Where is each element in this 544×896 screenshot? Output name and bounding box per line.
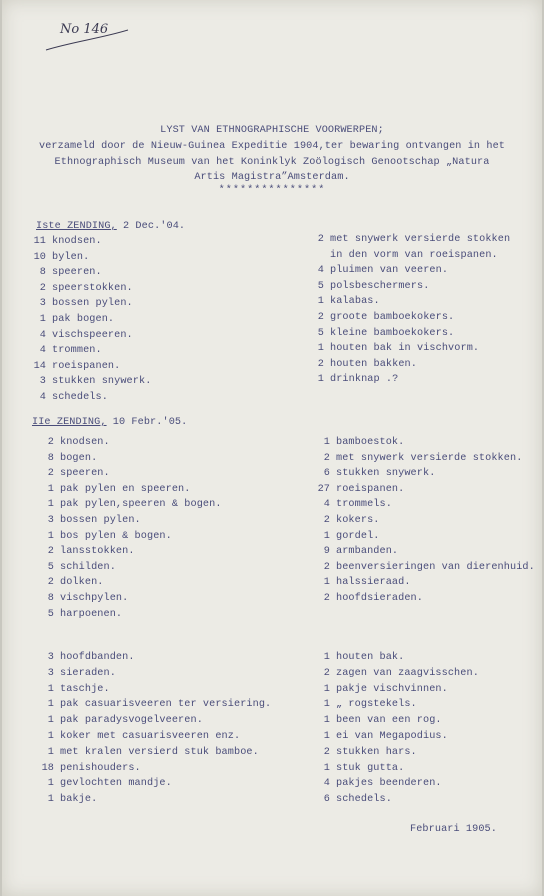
document-page	[2, 0, 542, 896]
item-description: speeren.	[60, 468, 110, 480]
item-description: zagen van zaagvisschen.	[336, 667, 479, 679]
list-item	[308, 453, 522, 464]
list-item	[22, 392, 108, 403]
list-item	[32, 609, 122, 620]
item-quantity: 11	[33, 236, 46, 247]
section2-heading	[32, 417, 187, 428]
subtitle-line-2: Ethnographisch Museum van het Koninklyk Zoölogisch Genootschap „Natura	[54, 157, 490, 168]
item-quantity: 1	[47, 683, 54, 695]
list-item	[308, 531, 380, 542]
list-item	[308, 652, 404, 663]
list-item	[22, 236, 102, 247]
item-quantity: 4	[323, 778, 330, 790]
list-item	[302, 250, 498, 261]
item-quantity: 5	[47, 561, 54, 573]
item-quantity: 1	[47, 731, 54, 742]
list-item	[32, 715, 203, 726]
item-quantity: 2	[39, 282, 46, 294]
item-quantity: 1	[323, 699, 330, 711]
item-quantity: 2	[323, 515, 330, 526]
item-description: pak pylen,speeren & bogen.	[60, 499, 222, 511]
list-item	[308, 437, 404, 448]
item-quantity: 1	[323, 731, 330, 742]
list-item	[22, 314, 114, 325]
item-quantity: 1	[47, 715, 54, 727]
item-quantity: 14	[33, 360, 46, 372]
subtitle-line-1: verzameld door de Nieuw-Guinea Expeditie 1904,ter bewaring ontvangen in het	[38, 141, 505, 152]
list-item	[302, 374, 398, 385]
item-quantity: 1	[47, 699, 54, 711]
item-description: groote bamboekokers.	[330, 312, 455, 323]
item-description: met snywerk versierde stokken	[330, 234, 511, 245]
item-quantity: 1	[317, 374, 324, 386]
list-item	[308, 668, 479, 679]
list-item	[32, 484, 190, 495]
item-quantity: 1	[47, 746, 54, 758]
item-quantity: 4	[317, 265, 324, 277]
item-description: penishouders.	[60, 762, 141, 774]
item-description: met snywerk versierde stokken.	[336, 452, 523, 464]
item-quantity: 1	[47, 794, 54, 806]
list-item	[22, 252, 89, 263]
item-quantity: 8	[47, 452, 54, 464]
item-description: pakje vischvinnen.	[336, 683, 448, 695]
item-quantity: 1	[317, 343, 324, 355]
list-item	[308, 562, 535, 573]
list-item	[22, 283, 133, 294]
item-description: roeispanen.	[336, 483, 405, 495]
item-description: polsbeschermers.	[330, 280, 430, 292]
list-item	[32, 731, 240, 742]
list-item	[308, 546, 398, 557]
item-description: roeispanen.	[52, 360, 121, 372]
item-description: pak casuarisveeren ter versiering.	[60, 699, 272, 711]
list-item	[32, 531, 172, 542]
item-description: houten bak.	[336, 652, 405, 663]
footer-date: Februari 1905.	[410, 824, 497, 835]
item-quantity: 8	[47, 593, 54, 604]
list-item	[302, 234, 510, 245]
section1-label: Iste ZENDING,	[36, 221, 117, 232]
item-description: harpoenen.	[60, 608, 123, 620]
list-item	[308, 715, 442, 726]
item-quantity: 1	[323, 437, 330, 448]
item-quantity: 3	[47, 652, 54, 663]
item-description: schedels.	[52, 392, 108, 403]
item-quantity: 1	[47, 499, 54, 511]
item-quantity: 1	[323, 683, 330, 695]
item-quantity: 6	[323, 468, 330, 480]
list-item	[22, 345, 102, 356]
item-quantity: 1	[323, 762, 330, 774]
item-quantity: 2	[317, 234, 324, 245]
item-description: in den vorm van roeispanen.	[330, 249, 498, 261]
list-item	[22, 330, 133, 341]
list-item	[22, 376, 151, 387]
item-description: hoofdbanden.	[60, 652, 135, 663]
list-item	[32, 593, 128, 604]
item-quantity: 2	[323, 561, 330, 573]
stars-divider: ***************	[218, 185, 326, 196]
list-item	[308, 515, 380, 526]
item-description: bamboestok.	[336, 437, 405, 448]
list-item	[32, 515, 141, 526]
item-description: kokers.	[336, 515, 380, 526]
list-item	[32, 468, 110, 479]
item-quantity: 2	[317, 312, 324, 323]
subtitle-line-3: Artis Magistra”Amsterdam.	[194, 172, 350, 183]
section1-heading	[36, 221, 185, 232]
item-quantity: 1	[323, 652, 330, 663]
list-item	[308, 763, 404, 774]
item-quantity: 2	[323, 452, 330, 464]
item-quantity: 1	[39, 314, 46, 325]
item-description: trommels.	[336, 499, 392, 511]
list-item	[302, 296, 380, 307]
list-item	[308, 747, 417, 758]
item-description: dolken.	[60, 577, 104, 589]
item-description: pluimen van veeren.	[330, 265, 449, 277]
item-quantity: 2	[47, 546, 54, 558]
item-quantity: 3	[39, 298, 46, 310]
item-quantity: 3	[47, 667, 54, 679]
list-item	[302, 328, 454, 339]
item-quantity: 10	[33, 251, 46, 263]
list-item	[308, 577, 411, 588]
list-item	[32, 652, 135, 663]
list-item	[32, 562, 116, 573]
item-quantity: 3	[39, 376, 46, 388]
list-item	[32, 794, 97, 805]
item-description: lansstokken.	[60, 546, 135, 558]
list-item	[22, 361, 120, 372]
list-item	[308, 684, 448, 695]
item-description: speeren.	[52, 267, 102, 279]
item-description: koker met casuarisveeren enz.	[60, 731, 241, 742]
item-quantity: 2	[47, 468, 54, 480]
item-description: knodsen.	[52, 236, 102, 247]
item-description: pak pylen en speeren.	[60, 483, 191, 495]
list-item	[32, 747, 259, 758]
list-item	[32, 668, 116, 679]
section2-date: 10 Febr.'05.	[112, 417, 188, 428]
item-description: gordel.	[336, 530, 380, 542]
item-quantity: 1	[323, 715, 330, 727]
section2-label: IIe ZENDING,	[32, 417, 107, 428]
item-description: stukken hars.	[336, 746, 417, 758]
item-description: taschje.	[60, 683, 110, 695]
item-quantity: 27	[317, 483, 330, 495]
item-description: been van een rog.	[336, 715, 442, 727]
item-description: bakje.	[60, 794, 98, 806]
item-quantity: 4	[323, 499, 330, 511]
list-item	[32, 453, 97, 464]
item-description: schilden.	[60, 561, 116, 573]
item-quantity: 4	[39, 329, 46, 341]
item-quantity: 2	[317, 358, 324, 370]
item-description: schedels.	[336, 794, 392, 806]
item-description: pak paradysvogelveeren.	[60, 715, 203, 727]
list-item	[308, 499, 392, 510]
item-description: knodsen.	[60, 437, 110, 448]
item-quantity: 5	[317, 327, 324, 339]
item-quantity: 3	[47, 515, 54, 526]
list-item	[32, 499, 222, 510]
item-quantity: 2	[323, 593, 330, 604]
item-quantity: 1	[47, 778, 54, 790]
item-description: „ rogstekels.	[336, 699, 417, 711]
list-item	[302, 281, 429, 292]
item-description: speerstokken.	[52, 282, 133, 294]
item-description: gevlochten mandje.	[60, 778, 172, 790]
item-description: houten bak in vischvorm.	[330, 343, 480, 355]
list-item	[32, 684, 110, 695]
item-quantity: 4	[39, 345, 46, 357]
item-description: beenversieringen van dierenhuid.	[336, 561, 535, 573]
item-quantity: 2	[47, 577, 54, 589]
item-quantity: 1	[47, 530, 54, 542]
item-description: ei van Megapodius.	[336, 731, 448, 742]
list-item	[32, 437, 110, 448]
item-quantity: 2	[323, 667, 330, 679]
item-description: met kralen versierd stuk bamboe.	[60, 746, 259, 758]
list-item	[308, 593, 423, 604]
document-title: LYST VAN ETHNOGRAPHISCHE VOORWERPEN;	[160, 125, 384, 136]
list-item	[22, 298, 133, 309]
item-quantity: 9	[323, 546, 330, 558]
item-description: vischpylen.	[60, 593, 129, 604]
list-item	[308, 731, 448, 742]
item-quantity: 1	[47, 483, 54, 495]
list-item	[302, 265, 448, 276]
list-item	[32, 763, 141, 774]
item-quantity: 5	[47, 608, 54, 620]
list-item	[32, 778, 172, 789]
item-description: armbanden.	[336, 546, 399, 558]
section1-date: 2 Dec.'04.	[123, 221, 186, 232]
item-description: bos pylen & bogen.	[60, 530, 172, 542]
item-description: drinknap .?	[330, 374, 399, 386]
list-item	[32, 546, 135, 557]
list-item	[32, 577, 104, 588]
item-description: kalabas.	[330, 296, 380, 308]
list-item	[308, 468, 435, 479]
item-description: bossen pylen.	[60, 515, 141, 526]
item-quantity: 2	[47, 437, 54, 448]
item-description: houten bakken.	[330, 358, 417, 370]
list-item	[32, 699, 271, 710]
item-description: stuk gutta.	[336, 762, 405, 774]
list-item	[302, 359, 417, 370]
item-description: bossen pylen.	[52, 298, 133, 310]
item-description: vischspeeren.	[52, 329, 133, 341]
item-quantity: 4	[39, 392, 46, 403]
item-quantity: 6	[323, 794, 330, 806]
item-description: stukken snywerk.	[336, 468, 436, 480]
item-description: sieraden.	[60, 667, 116, 679]
item-quantity: 2	[323, 746, 330, 758]
list-item	[308, 778, 442, 789]
list-item	[302, 312, 454, 323]
item-description: hoofdsieraden.	[336, 593, 423, 604]
handwritten-mark: No 146	[60, 22, 109, 37]
list-item	[308, 699, 417, 710]
item-description: kleine bamboekokers.	[330, 327, 455, 339]
item-quantity: 1	[323, 577, 330, 589]
list-item	[22, 267, 102, 278]
list-item	[308, 484, 404, 495]
item-quantity: 5	[317, 280, 324, 292]
item-description: halssieraad.	[336, 577, 411, 589]
item-description: trommen.	[52, 345, 102, 357]
item-quantity: 1	[317, 296, 324, 308]
list-item	[302, 343, 479, 354]
item-description: bylen.	[52, 251, 90, 263]
item-description: bogen.	[60, 452, 98, 464]
item-description: pak bogen.	[52, 314, 115, 325]
item-description: stukken snywerk.	[52, 376, 152, 388]
item-quantity: 8	[39, 267, 46, 279]
item-quantity: 18	[41, 762, 54, 774]
list-item	[308, 794, 392, 805]
item-quantity: 1	[323, 530, 330, 542]
item-description: pakjes beenderen.	[336, 778, 442, 790]
